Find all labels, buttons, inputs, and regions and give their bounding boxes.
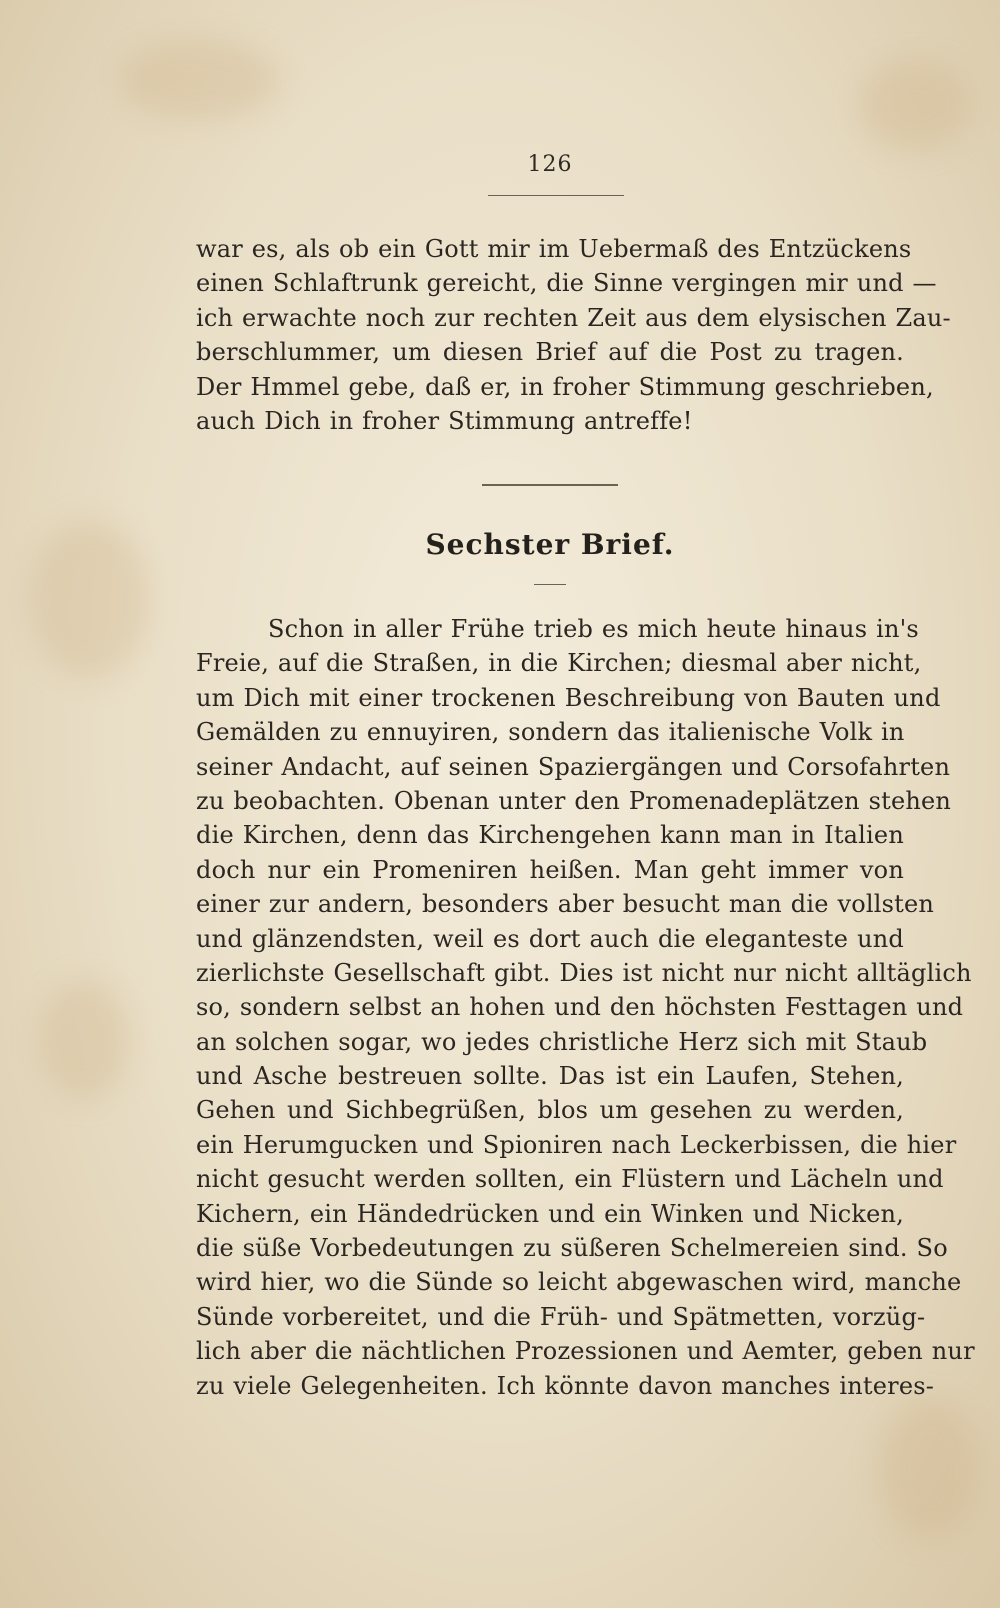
page-number: 126 <box>527 152 573 177</box>
text-line: Kichern, ein Händedrücken und ein Winken und Nicken, <box>196 1199 904 1228</box>
text-line: Schon in aller Frühe trieb es mich heute hinaus in's <box>268 615 919 643</box>
text-line: zu viele Gelegenheiten. Ich könnte davon manches interes- <box>196 1371 935 1400</box>
text-line: einen Schlaftrunk gereicht, die Sinne vergingen mir und — <box>196 269 937 298</box>
text-line: einer zur andern, besonders aber besucht man die vollsten <box>196 890 935 919</box>
text-line: seiner Andacht, auf seinen Spaziergängen und Corsofahrten <box>196 752 951 781</box>
text-line: und Asche bestreuen sollte. Das ist ein Laufen, Stehen, <box>196 1062 904 1091</box>
text-line: nicht gesucht werden sollten, ein Flüstern und Lächeln und <box>196 1165 944 1194</box>
text-line: und glänzendsten, weil es dort auch die eleganteste und <box>196 924 904 953</box>
header-rule <box>488 195 624 196</box>
text-line: um Dich mit einer trockenen Beschreibung von Bauten und <box>196 683 941 712</box>
section-divider <box>482 484 618 486</box>
text-line: lich aber die nächtlichen Prozessionen und Aemter, geben nur <box>196 1337 975 1366</box>
text-line: Freie, auf die Straßen, in die Kirchen; diesmal aber nicht, <box>196 649 922 678</box>
text-line: doch nur ein Promeniren heißen. Man geht immer von <box>196 855 904 884</box>
text-line: ich erwachte noch zur rechten Zeit aus dem elysischen Zau- <box>196 303 951 332</box>
paper-stain <box>860 60 970 150</box>
text-line: an solchen sogar, wo jedes christliche Herz sich mit Staub <box>196 1027 928 1056</box>
letter-body-paragraph <box>196 612 975 1403</box>
text-line: die süße Vorbedeutungen zu süßeren Schelmereien sind. So <box>196 1234 948 1263</box>
text-line: Sünde vorbereitet, und die Früh- und Spätmetten, vorzüg- <box>196 1302 926 1331</box>
text-line: die Kirchen, denn das Kirchengehen kann man in Italien <box>196 821 904 850</box>
text-line: so, sondern selbst an hohen und den höchsten Festtagen und <box>196 993 964 1022</box>
paper-stain <box>40 980 130 1100</box>
text-line: zu beobachten. Obenan unter den Promenadeplätzen stehen <box>196 786 952 815</box>
paper-stain <box>120 40 280 120</box>
text-line: war es, als ob ein Gott mir im Uebermaß des Entzückens <box>196 235 912 263</box>
text-line: auch Dich in froher Stimmung antreffe! <box>196 406 693 435</box>
continuation-paragraph <box>196 232 951 438</box>
heading-rule <box>534 584 566 585</box>
section-heading: Sechster Brief. <box>425 528 675 561</box>
paper-stain <box>880 1400 980 1540</box>
text-line: Der Hmmel gebe, daß er, in froher Stimmung geschrieben, <box>196 372 934 401</box>
text-line: Gemälden zu ennuyiren, sondern das italienische Volk in <box>196 718 905 747</box>
text-line: ein Herumgucken und Spioniren nach Leckerbissen, die hier <box>196 1130 957 1159</box>
text-line: berschlummer, um diesen Brief auf die Post zu tragen. <box>196 338 904 367</box>
text-line: zierlichste Gesellschaft gibt. Dies ist nicht nur nicht alltäglich <box>196 958 972 987</box>
text-line: Gehen und Sichbegrüßen, blos um gesehen zu werden, <box>196 1096 904 1125</box>
text-line: wird hier, wo die Sünde so leicht abgewaschen wird, manche <box>196 1268 962 1297</box>
